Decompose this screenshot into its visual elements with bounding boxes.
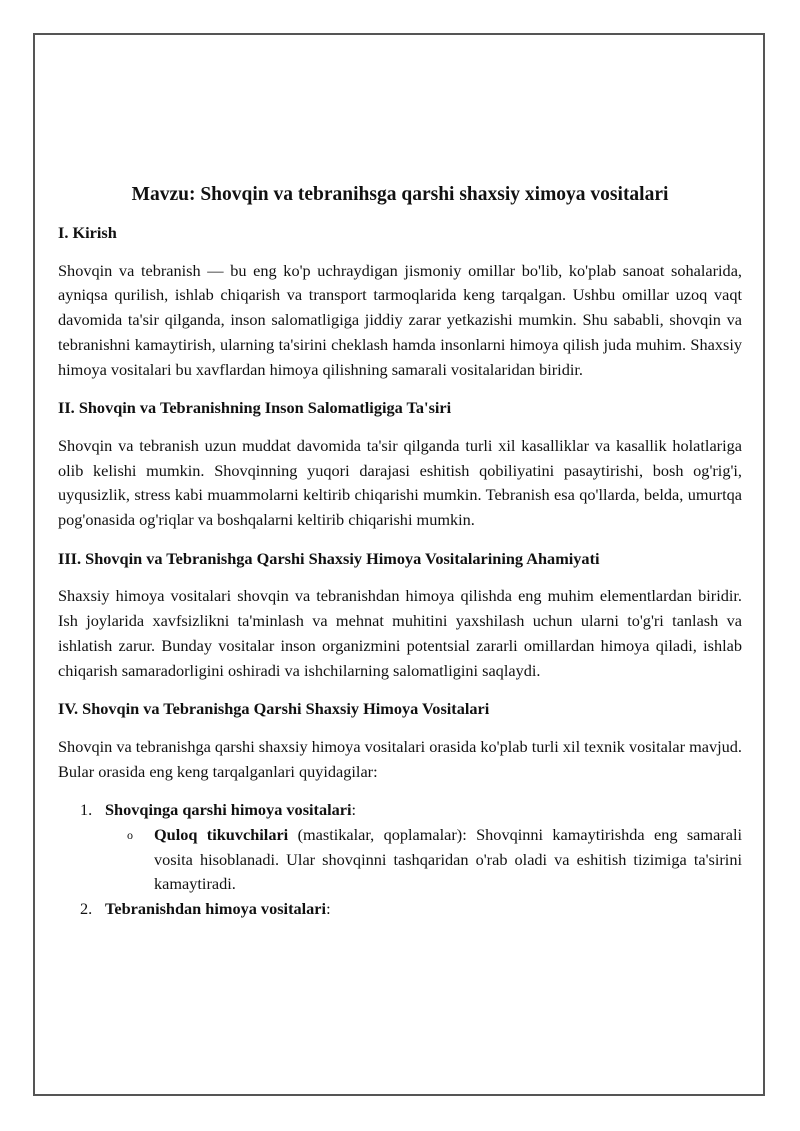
section-paragraph-health-effects: Shovqin va tebranish uzun muddat davomida ta'sir qilganda turli xil kasalliklar va kasallik holatlariga olib kelishi mumkin. Shovqinning yuqori darajasi eshitish qobiliyatini pasaytirishi, bosh og'rig'i, uyqusizlik, stress kabi muammolarni keltirib chiqarishi mumkin. Tebranish esa qo'llarda, belda, umurtqa pog'onasida og'riqlar va boshqalarni keltirib chiqarishi mumkin. [58,435,742,530]
list-item-title: Shovqinga qarshi himoya vositalari [105,800,352,820]
list-item [58,798,742,897]
section-paragraph-protective-equipment: Shovqin va tebranishga qarshi shaxsiy himoya vositalari orasida ko'plab turli xil texnik vositalar mavjud. Bular orasida eng keng tarqalganlari quyidagilar: [58,736,742,781]
sub-list [105,823,742,897]
list-item-suffix: : [351,800,357,820]
bullet-icon: o [127,828,133,843]
section-paragraph-kirish: Shovqin va tebranish — bu eng ko'p uchraydigan jismoniy omillar bo'lib, ko'plab sanoat sohalarida, ayniqsa qurilish, ishlab chiqarish va transport tarmoqlarida keng tarqalgan. Ushbu omillar uzoq vaqt davomida ta'sir qilganda, inson salomatligiga jiddiy zarar yetkazishi mumkin. Shu sababli, shovqin va tebranishni kamaytirish, ularning ta'sirini cheklash hamda insonlarni himoya qilish juda muhim. Shaxsiy himoya vositalari bu xavflardan himoya qilishning samarali vositalaridan biridir. [58,260,742,379]
document-title: Mavzu: Shovqin va tebranihsga qarshi shaxsiy ximoya vositalari [131,184,669,205]
section-heading-protective-equipment: IV. Shovqin va Tebranishga Qarshi Shaxsiy Himoya Vositalari [58,699,490,719]
list-item-suffix: : [326,899,331,919]
section-heading-importance: III. Shovqin va Tebranishga Qarshi Shaxsiy Himoya Vositalarining Ahamiyati [58,548,600,568]
sub-list-item [105,823,742,897]
list-item-title: Tebranishdan himoya vositalari [105,899,327,919]
section-heading-kirish: I. Kirish [58,223,117,242]
sub-item-term: Quloq tikuvchilari [154,825,289,845]
protective-equipment-list [58,798,742,922]
section-paragraph-importance: Shaxsiy himoya vositalari shovqin va tebranishdan himoya qilishda eng muhim elementlardan biridir. Ish joylarida xavfsizlikni ta'minlash va mehnat muhitini yaxshilash uchun ularni to'g'ri tanlash va ishlatish zarur. Bunday vositalar inson organizmini potentsial zararli omillardan himoya qiladi, ishlab chiqarish samaradorligini oshiradi va ishchilarning salomatligini saqlaydi. [58,586,742,680]
sub-item-text: (mastikalar, qoplamalar): Shovqinni kamaytirishda eng samarali vosita hisoblanadi. Ular shovqinni tashqaridan o'rab oladi va eshitish tizimiga ta'sirini kamaytiradi. [154,825,742,894]
list-item [58,897,742,922]
document-body [58,182,742,922]
list-item-number: 2. [80,899,93,919]
section-heading-health-effects: II. Shovqin va Tebranishning Inson Salomatligiga Ta'siri [58,398,452,418]
list-item-number: 1. [80,800,93,820]
